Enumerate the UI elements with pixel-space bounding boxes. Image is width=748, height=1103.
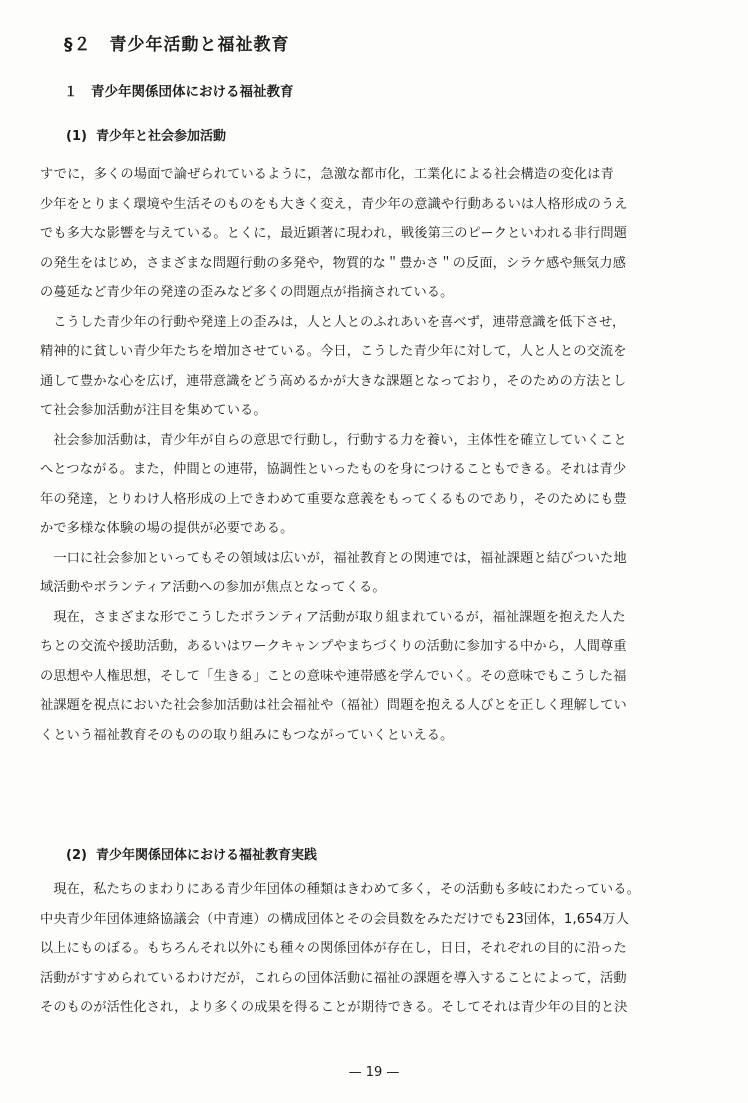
body-line: 通して豊かな心を広げ，連帯意識をどう高めるかが大きな課題となっており，そのための方法とし: [40, 373, 627, 389]
body-line: 社会参加活動は，青少年が自らの意思で行動し，行動する力を養い，主体性を確立していくこと: [40, 432, 627, 448]
sub-heading-1-number: (1): [66, 129, 87, 144]
body-line: 現在，さまざまな形でこうしたボランティア活動が取り組まれているが，福祉課題を抱えた人た: [40, 609, 626, 625]
sub-heading-1-title: 青少年と社会参加活動: [96, 129, 227, 144]
sub-heading-2-title: 青少年関係団体における福祉教育実践: [96, 848, 318, 863]
body-line: 現在，私たちのまわりにある青少年団体の種類はきわめて多く，その活動も多岐にわたっている。: [40, 882, 640, 897]
body-line: 一口に社会参加といってもその領域は広いが，福祉教育との関連では，福祉課題と結びついた地: [40, 550, 627, 566]
body-line: でも多大な影響を与えている。とくに，最近顕著に現われ，戦後第三のピークといわれる非行問題: [40, 226, 628, 241]
body-line: ちとの交流や援助活動，あるいはワークキャンプやまちづくりの活動に参加する中から，人間尊重: [40, 639, 627, 654]
body-line: の蔓延など青少年の発達の歪みなど多くの問題点が指摘されている。: [40, 285, 454, 300]
body-line: 祉課題を視点においた社会参加活動は社会福祉や（福祉）問題を抱える人びとを正しく理解してい: [40, 698, 627, 713]
body-line: 以上にものぼる。もちろんそれ以外にも種々の関係団体が存在し，日日，それぞれの目的に沿った: [40, 941, 627, 956]
body-line: へとつながる。また，仲間との連帯，協調性といったものを身につけることもできる。それは青少: [40, 462, 627, 477]
body-line: の発生をはじめ，さまざまな問題行動の多発や，物質的な＂豊かさ＂の反面，シラケ感や無気力感: [40, 255, 627, 271]
body-line: かで多様な体験の場の提供が必要である。: [40, 521, 294, 536]
body-line: 精神的に貧しい青少年たちを増加させている。今日，こうした青少年に対して，人と人との交流を: [40, 344, 627, 359]
body-line: くという福祉教育そのものの取り組みにもつながっていくといえる。: [40, 727, 454, 743]
subsection-title: １ 青少年関係団体における福祉教育: [64, 84, 294, 100]
body-paragraphs-1: [40, 160, 712, 750]
body-line: そのものが活性化され，より多くの成果を得ることが期待できる。そしてそれは青少年の目的と決: [40, 1000, 628, 1015]
body-line: すでに，多くの場面で論ぜられているように，急激な都市化，工業化による社会構造の変化は青: [40, 167, 614, 182]
sub-heading-1: [66, 125, 226, 144]
sub-heading-2: [66, 844, 317, 863]
body-line: 年の発達，とりわけ人格形成の上できわめて重要な意義をもってくるものであり，そのためにも豊: [40, 491, 627, 507]
body-line: て社会参加活動が注目を集めている。: [40, 403, 267, 418]
sub-heading-2-number: (2): [66, 848, 87, 863]
body-line: 域活動やボランティア活動への参加が焦点となってくる。: [40, 580, 386, 595]
body-line: の思想や人権思想，そして「生きる」ことの意味や連帯感を学んでいく。その意味でもこうした福: [40, 668, 627, 684]
body-paragraphs-2: [40, 875, 712, 1023]
body-line: 中央青少年団体連絡協議会（中青連）の構成団体とその会員数をみただけでも23団体，1,654万人: [40, 911, 630, 927]
page-number: — 19 —: [348, 1065, 400, 1080]
body-line: こうした青少年の行動や発達上の歪みは，人と人とのふれあいを喜べず，連帯意識を低下させ，: [40, 314, 626, 330]
body-line: 少年をとりまく環境や生活そのものをも大きく変え，青少年の意識や行動あるいは人格形成のうえ: [40, 196, 628, 212]
body-line: 活動がすすめられているわけだが，これらの団体活動に福祉の課題を導入することによって，活動: [40, 970, 627, 986]
section-title: §２ 青少年活動と福祉教育: [64, 35, 290, 55]
